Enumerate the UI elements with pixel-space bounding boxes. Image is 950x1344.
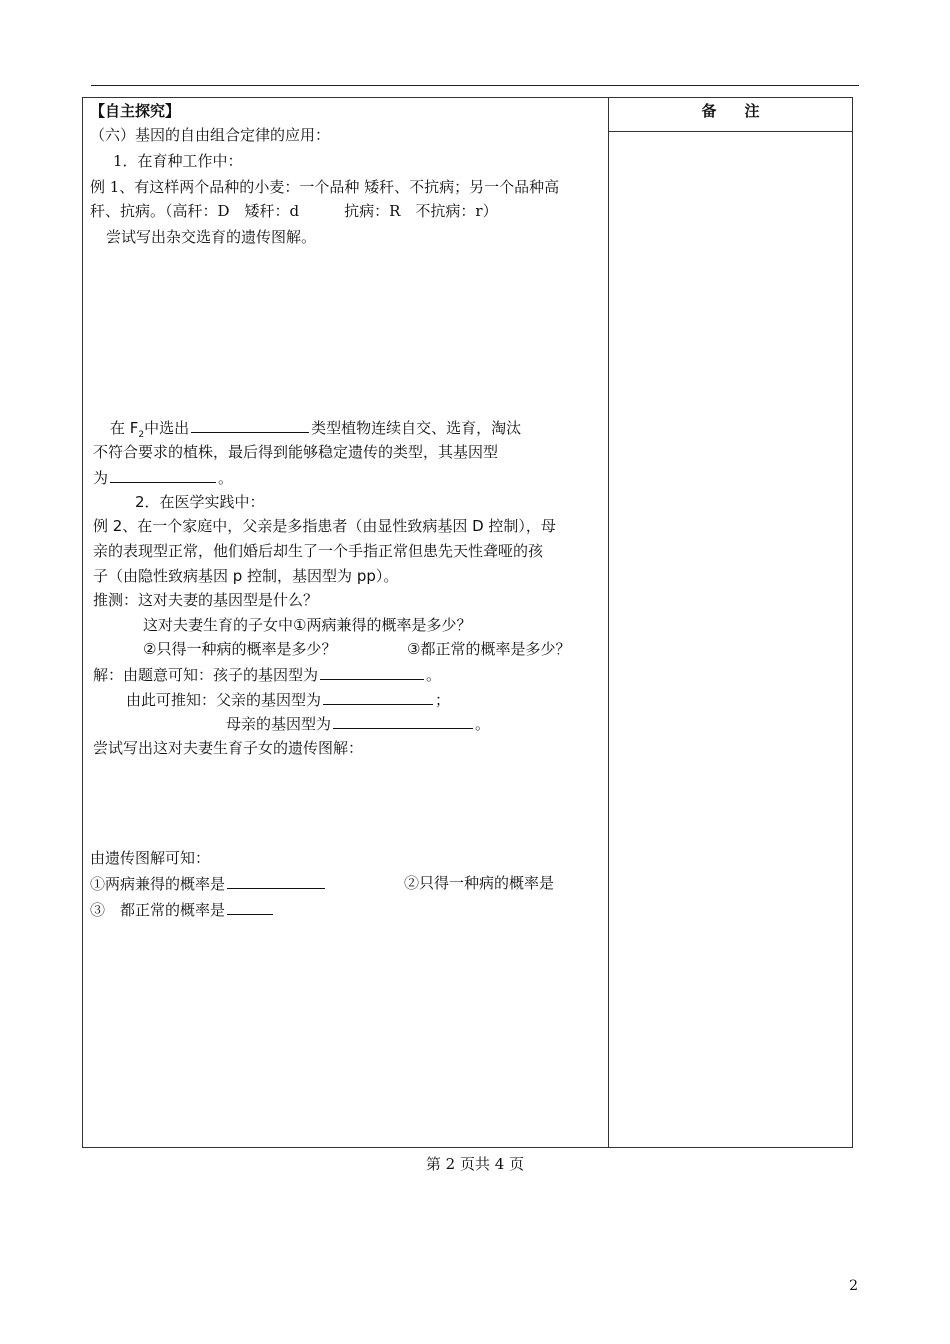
inference-question: 推测：这对夫妻的基因型是什么？ xyxy=(93,591,319,609)
f2-subscript: 2 xyxy=(138,430,145,440)
topic-heading: （六）基因的自由组合定律的应用： xyxy=(90,126,331,144)
conclusion-both-diseases xyxy=(90,872,327,895)
semicolon: ； xyxy=(435,691,451,709)
example-2-line-1: 例 2、在一个家庭中，父亲是多指患者（由显性致病基因 D 控制），母 xyxy=(93,517,556,535)
answer-blank-normal[interactable] xyxy=(227,898,273,915)
column-divider xyxy=(608,97,609,1148)
f2-text-c: 类型植物连续自交、选育，淘汰 xyxy=(311,419,522,437)
notes-header-rule xyxy=(608,131,853,132)
subsection-breeding: 1．在育种工作中： xyxy=(113,152,243,170)
solution-father-line xyxy=(126,688,450,711)
conclusion-all-normal xyxy=(90,898,275,921)
example-2-task: 尝试写出这对夫妻生育子女的遗传图解： xyxy=(93,739,364,757)
genotype-line xyxy=(93,466,233,489)
page-footer: 第 2 页共 4 页 xyxy=(425,1155,525,1173)
section-title: 【自主探究】 xyxy=(90,102,181,120)
probability-question-2: ②只得一种病的概率是多少？ xyxy=(143,640,337,658)
answer-blank-mother[interactable] xyxy=(333,712,473,729)
subsection-medical: 2．在医学实践中： xyxy=(135,493,265,511)
period: 。 xyxy=(475,715,491,733)
page-number: 2 xyxy=(849,1278,858,1294)
period: 。 xyxy=(426,666,442,684)
notes-column-header: 备注 xyxy=(701,102,788,120)
mother-genotype-label: 母亲的基因型为 xyxy=(226,715,332,733)
probability-question-3: ③都正常的概率是多少？ xyxy=(407,640,571,658)
answer-blank-type[interactable] xyxy=(191,416,309,433)
header-rule xyxy=(91,85,859,86)
genotype-label: 为 xyxy=(93,469,109,487)
answer-blank-father[interactable] xyxy=(323,688,433,705)
example-1-line-1: 例 1、有这样两个品种的小麦：一个品种 矮秆、不抗病；另一个品种高 xyxy=(90,178,560,196)
child-genotype-label: 解：由题意可知：孩子的基因型为 xyxy=(93,666,319,684)
f2-line-2: 不符合要求的植株，最后得到能够稳定遗传的类型，其基因型 xyxy=(93,443,499,461)
example-1-task: 尝试写出杂交选育的遗传图解。 xyxy=(106,228,317,246)
example-2-line-3: 子（由隐性致病基因 p 控制，基因型为 pp）。 xyxy=(93,567,399,585)
both-diseases-label: ①两病兼得的概率是 xyxy=(90,875,226,893)
example-2-line-2: 亲的表现型正常，他们婚后却生了一个手指正常但患先天性聋哑的孩 xyxy=(93,542,544,560)
conclusion-one-disease: ②只得一种病的概率是 xyxy=(404,874,555,892)
period: 。 xyxy=(218,469,234,487)
f2-text-a: 在 F xyxy=(110,419,139,437)
solution-child-line xyxy=(93,663,441,686)
all-normal-label: ③ 都正常的概率是 xyxy=(90,901,226,919)
solution-mother-line xyxy=(226,712,490,735)
probability-question-1: 这对夫妻生育的子女中①两病兼得的概率是多少？ xyxy=(143,616,472,634)
f2-text-b: 中选出 xyxy=(144,419,190,437)
answer-blank-both[interactable] xyxy=(227,872,325,889)
answer-blank-child[interactable] xyxy=(320,663,424,680)
answer-blank-genotype[interactable] xyxy=(110,466,216,483)
father-genotype-label: 由此可推知：父亲的基因型为 xyxy=(126,691,322,709)
conclusion-intro: 由遗传图解可知： xyxy=(90,849,211,867)
example-1-line-2: 秆、抗病。（高秆：D 矮秆：d 抗病：R 不抗病：r） xyxy=(90,202,498,220)
